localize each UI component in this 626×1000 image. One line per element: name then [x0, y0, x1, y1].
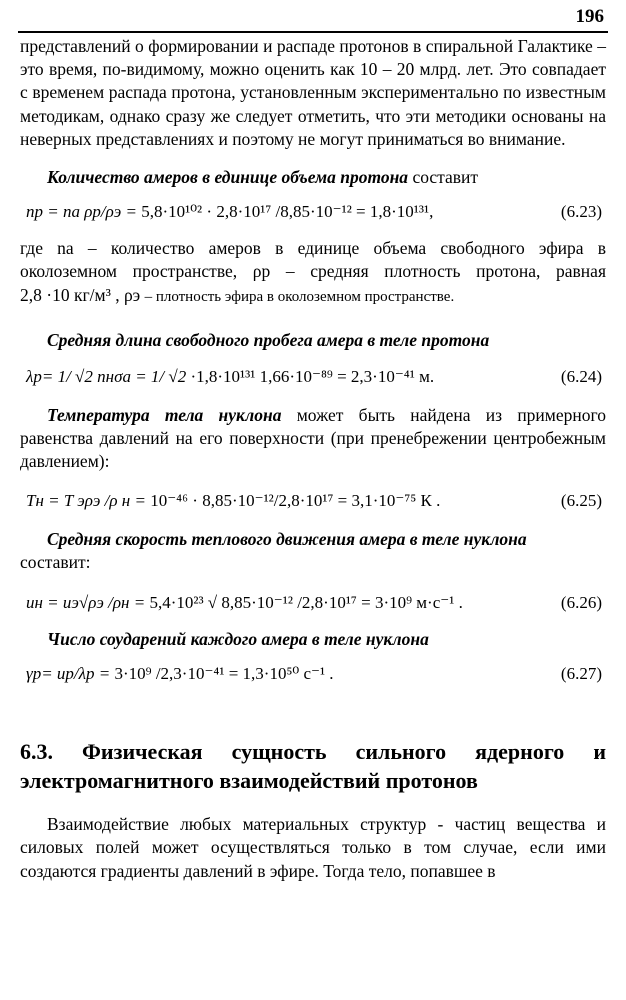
equation-6-23-expression [26, 195, 433, 229]
heading-temperature: Температура тела нуклона [47, 405, 282, 426]
paragraph-temperature [20, 404, 606, 474]
equation-6-25-rhs: 10⁻⁴⁶ · 8,85·10⁻¹²/2,8·10¹⁷ = 3,1·10⁻⁷⁵ К . [150, 490, 441, 510]
equation-6-25-lhs: Tн = T эρэ /ρ н = [26, 490, 151, 510]
paragraph-collisions [20, 628, 606, 651]
paragraph-velocity [20, 528, 606, 551]
equation-6-23 [20, 195, 606, 229]
text-temperature-tail: может быть найдена из примерного равенства давлений на его поверхности (при пренебрежении центробежным давлением): [20, 405, 606, 472]
equation-6-26-lhs: uн = uэ√ρэ /ρн = [26, 593, 150, 613]
paragraph-intro: представлений о формировании и распаде протонов в спиральной Галактике – это время, по-видимому, можно оценить как 10 – 20 млрд. лет. Это совпадает с временем распада протона, установленным экспериментально по известным методикам, однако сразу же следует отметить, что эти методики основаны на неверных представлениях и поэтому не могут приниматься во внимание. [20, 36, 606, 149]
equation-6-27-expression [26, 657, 334, 691]
equation-6-26 [20, 586, 606, 620]
heading-amer-count: Количество амеров в единице объема протона [47, 167, 409, 188]
equation-6-27 [20, 657, 606, 691]
paragraph-where-na: где nа – количество амеров в единице объема свободного эфира в [20, 238, 606, 259]
equation-6-23-rhs: 5,8·10¹⁰² · 2,8·10¹⁷ /8,85·10⁻¹² = 1,8·10¹³¹, [141, 202, 434, 222]
paragraph-velocity-tail: составит: [20, 551, 91, 572]
text-density-value: 2,8 ·10 кг/м³ , ρэ [20, 284, 145, 305]
paragraph-free-path [20, 329, 606, 352]
equation-6-25-expression [26, 484, 440, 518]
heading-velocity: Средняя скорость теплового движения амера в теле нуклона [47, 528, 527, 549]
paragraph-density [20, 284, 606, 309]
equation-6-27-lhs: γp= up/λp = [26, 664, 115, 684]
equation-6-24-expression [26, 360, 434, 394]
paragraph-interaction: Взаимодействие любых материальных структур - частиц вещества и силовых полей может осуществляться только в том случае, если ими создаются градиенты давлений в эфире. Тогда тело, попавшее в [20, 814, 606, 881]
text-sostavit: составит [408, 167, 479, 188]
equation-6-24-rhs: ·1,8·10¹³¹ 1,66·10⁻⁸⁹ = 2,3·10⁻⁴¹ м. [190, 367, 435, 387]
heading-collisions: Число соударений каждого амера в теле нуклона [47, 629, 429, 650]
equation-6-24 [20, 360, 606, 394]
paragraph-amer-count [20, 166, 606, 189]
page-number: 196 [575, 6, 604, 27]
section-title: 6.3. Физическая сущность сильного ядерного и электромагнитного взаимодействий протонов [20, 739, 606, 794]
equation-6-24-lhs: λp= 1/ √2 nнσа = 1/ √2 [26, 367, 191, 387]
page-body [20, 35, 606, 883]
equation-6-26-number: (6.26) [560, 593, 602, 613]
equation-6-27-rhs: 3·10⁹ /2,3·10⁻⁴¹ = 1,3·10⁵⁰ с⁻¹ . [114, 664, 334, 684]
equation-6-23-number: (6.23) [560, 202, 602, 222]
equation-6-25-number: (6.25) [560, 490, 602, 510]
header-rule [18, 31, 608, 33]
equation-6-25 [20, 484, 606, 518]
equation-6-27-number: (6.27) [560, 664, 602, 684]
paragraph-near-earth: околоземном пространстве, ρp – средняя плотность протона, равная [20, 261, 606, 282]
equation-6-23-lhs: np = nа ρp/ρэ = [26, 202, 142, 222]
equation-6-26-expression [26, 586, 463, 620]
text-ether-density: – плотность эфира в околоземном пространстве. [144, 288, 455, 305]
heading-free-path: Средняя длина свободного пробега амера в теле протона [47, 329, 490, 350]
equation-6-24-number: (6.24) [560, 367, 602, 387]
equation-6-26-rhs: 5,4·10²³ √ 8,85·10⁻¹² /2,8·10¹⁷ = 3·10⁹ м·с⁻¹ . [149, 593, 463, 613]
